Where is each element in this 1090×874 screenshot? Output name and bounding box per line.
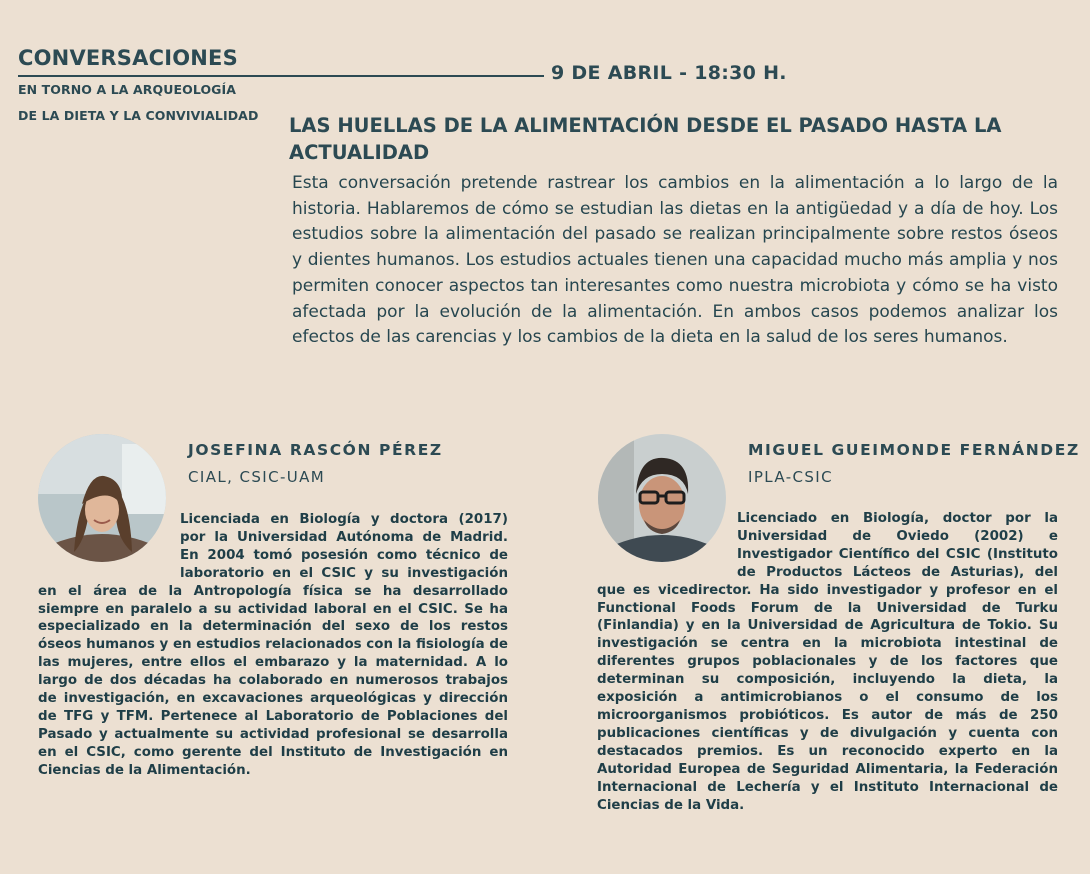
series-subtitle-line2: DE LA DIETA Y LA CONVIVIALIDAD bbox=[18, 108, 259, 123]
speaker-1-name: JOSEFINA RASCÓN PÉREZ bbox=[188, 441, 443, 459]
series-title: CONVERSACIONES bbox=[18, 46, 238, 70]
speaker-2-bio: Licenciado en Biología, doctor por la Universidad de Oviedo (2002) e Investigador Científico del CSIC (Instituto de Productos Lácteos de Asturias), del que es vicedirector. Ha sido investigador y profesor en el Functional Foods Forum de la Universidad de Turku (Finlandia) y en la Universidad de Agricultura de Tokio. Su investigación se centra en la microbiota intestinal de diferentes grupos poblacionales y de los factores que determinan su composición, incluyendo la dieta, la exposición a antimicrobianos o el consumo de los microorganismos probióticos. Es autor de más de 250 publicaciones científicas y de divulgación y cuenta con destacados premios. Es un reconocido experto en la Autoridad Europea de Seguridad Alimentaria, la Federación Internacional de Lechería y el Instituto Internacional de Ciencias de la Vida. bbox=[597, 511, 1058, 813]
event-date-time: 9 DE ABRIL - 18:30 H. bbox=[551, 62, 787, 84]
speaker-2-bio-block bbox=[597, 510, 1058, 813]
talk-title: LAS HUELLAS DE LA ALIMENTACIÓN DESDE EL PASADO HASTA LA ACTUALIDAD bbox=[289, 114, 1002, 164]
header-divider bbox=[18, 75, 544, 77]
series-subtitle-line1: EN TORNO A LA ARQUEOLOGÍA bbox=[18, 82, 237, 97]
speaker-1-bio: Licenciada en Biología y doctora (2017) por la Universidad Autónoma de Madrid. En 2004 tomó posesión como técnico de laboratorio en el CSIC y su investigación en el área de la Antropología física se ha desarrollado siempre en paralelo a su actividad laboral en el CSIC. Se ha especializado en la determinación del sexo de los restos óseos humanos y en estudios relacionados con la fisiología de las mujeres, entre ellos el embarazo y la maternidad. A lo largo de dos décadas ha colaborado en numerosos trabajos de investigación, en excavaciones arqueológicas y dirección de TFG y TFM. Pertenece al Laboratorio de Poblaciones del Pasado y actualmente su actividad profesional se desarrolla en el CSIC, como gerente del Instituto de Investigación en Ciencias de la Alimentación. bbox=[38, 512, 508, 778]
speaker-1-bio-block bbox=[38, 511, 508, 801]
talk-description: Esta conversación pretende rastrear los cambios en la alimentación a lo largo de la historia. Hablaremos de cómo se estudian las dietas en la antigüedad y a día de hoy. Los estudios sobre la alimentación del pasado se realizan principalmente sobre restos óseos y dientes humanos. Los estudios actuales tienen una capacidad mucho más amplia y nos permiten conocer aspectos tan interesantes como nuestra microbiota y cómo se ha visto afectada por la evolución de la alimentación. En ambos casos podemos analizar los efectos de las carencias y los cambios de la dieta en la salud de los seres humanos. bbox=[292, 173, 1058, 348]
speaker-1-affiliation: CIAL, CSIC-UAM bbox=[188, 468, 326, 486]
speaker-2-affiliation: IPLA-CSIC bbox=[748, 468, 834, 486]
speaker-2-name: MIGUEL GUEIMONDE FERNÁNDEZ bbox=[748, 441, 1080, 459]
